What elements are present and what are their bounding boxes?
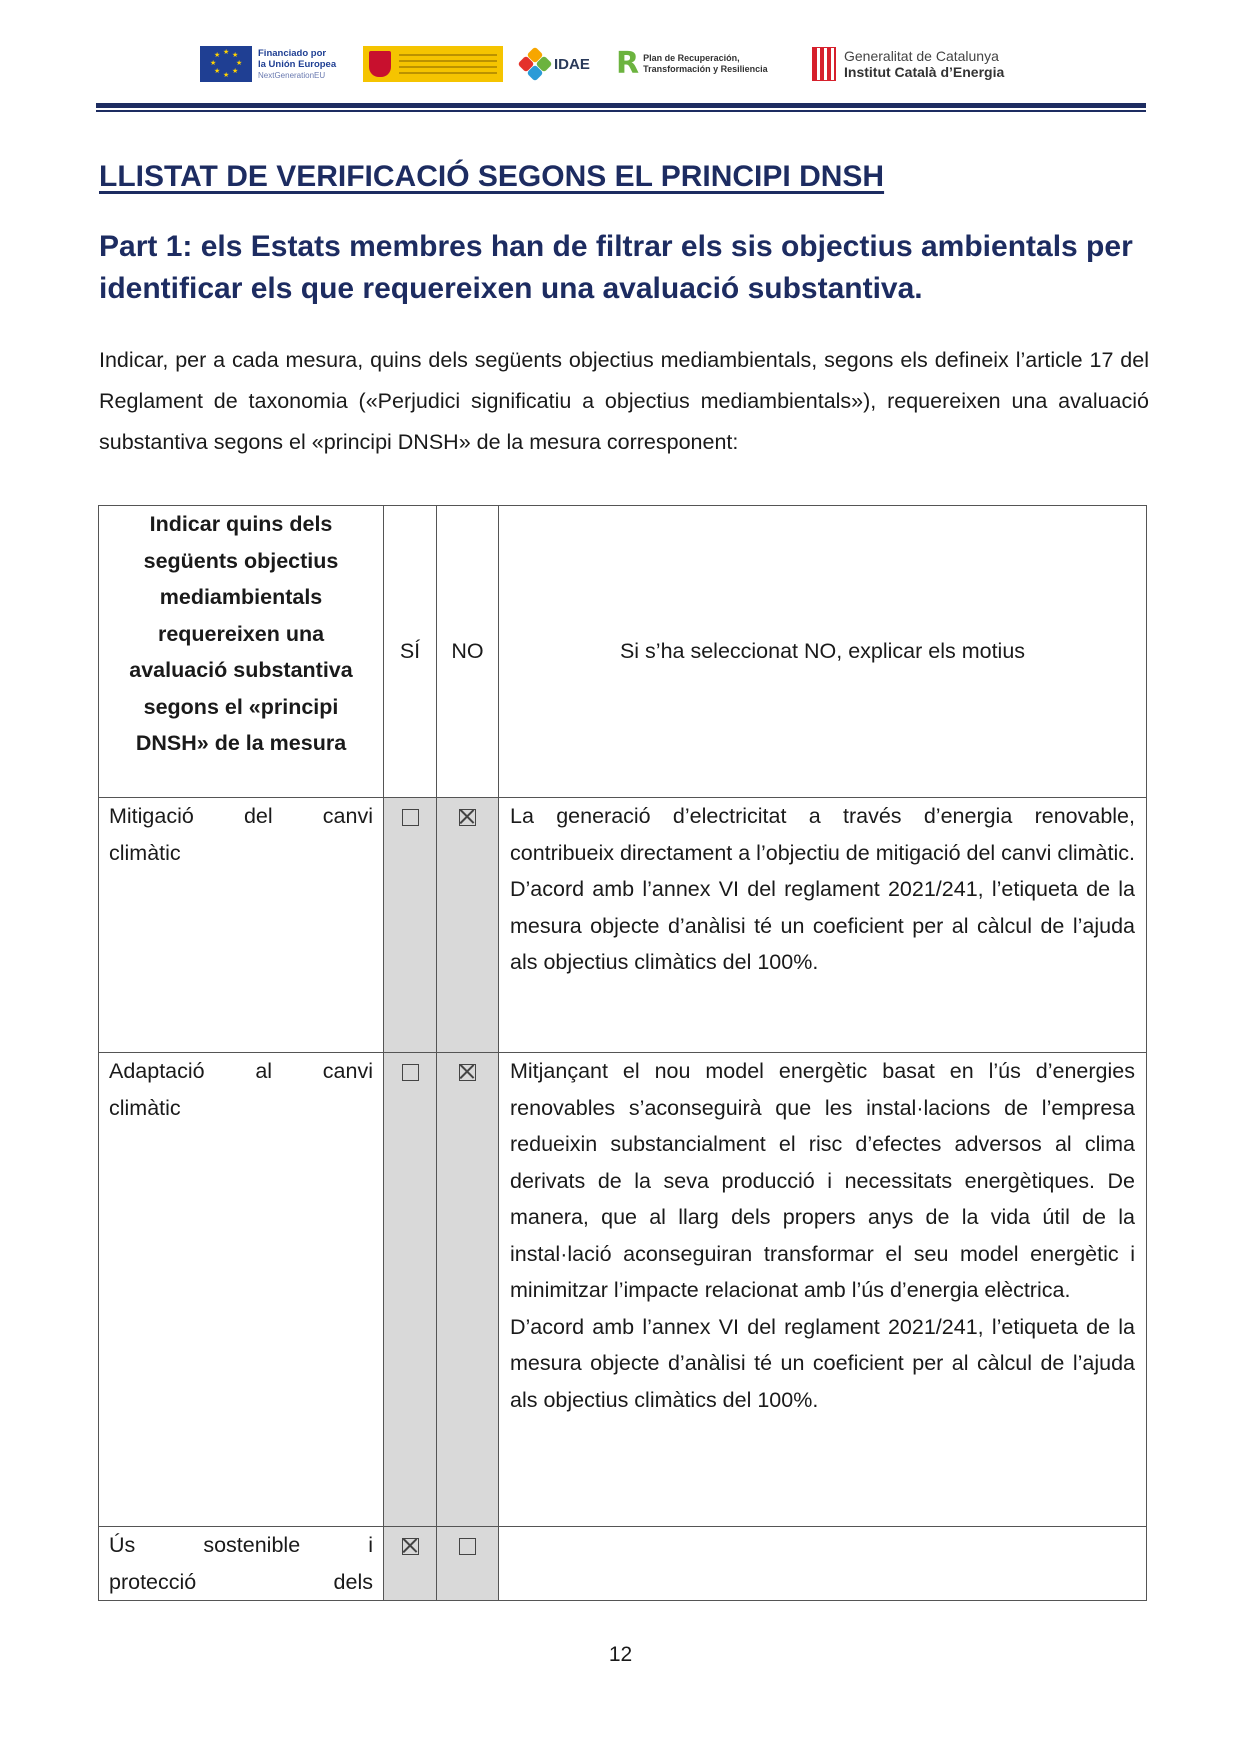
eu-flag-icon: ★ ★ ★ ★ ★ ★ ★ ★ [200,46,252,82]
explanation-cell [499,798,1147,1053]
eu-logo-line-3: NextGenerationEU [258,70,326,80]
document-title: LLISTAT DE VERIFICACIÓ SEGONS EL PRINCIPI DNSH [99,160,885,193]
objective-cell [99,1527,384,1601]
explanation-cell [499,1527,1147,1601]
gobierno-espana-logo [363,44,503,84]
no-cell [437,1053,499,1527]
explanation-paragraph: D’acord amb l’annex VI del reglament 2021/241, l’etiqueta de la mesura objecte d’anàlisi té un coeficient per al càlcul de l’ajuda als objectius climàtics del 100%. [510,877,1135,974]
eu-nextgeneration-logo [200,44,336,84]
si-checkbox[interactable] [402,1064,419,1081]
table-header-row [99,506,1147,798]
no-checkbox[interactable] [459,1064,476,1081]
si-cell [384,1527,437,1601]
prtr-r-icon: R [616,46,640,81]
prtr-logo-line-2: Transformación y Resiliencia [643,64,768,74]
intro-paragraph: Indicar, per a cada mesura, quins dels següents objectius mediambientals, segons els defineix l’article 17 del Reglament de taxonomia («Perjudici significatiu a objectius mediambientals»), requereixen una avaluació substantiva segons el «principi DNSH» de la mesura corresponent: [99,348,1149,454]
generalitat-logo-line-1: Generalitat de Catalunya [844,48,999,64]
eu-logo-line-2: la Unión Europea [258,58,337,70]
objective-line-2: climàtic [109,1095,181,1120]
generalitat-flag-icon [812,47,836,81]
eu-logo-line-1: Financiado por [258,47,327,59]
explanation-paragraph: La generació d’electricitat a través d’energia renovable, contribueix directament a l’objectiu de mitigació del canvi climàtic. [510,804,1135,865]
idae-mark-icon [520,49,550,79]
explanation-paragraph: Mitjançant el nou model energètic basat en l’ús d’energies renovables s’aconseguirà que les instal·lacions de l’empresa redueixin substancialment el risc d’efectes adversos al clima derivats de la seva producció i necessitats energètiques. De manera, que al llarg dels propers anys de la vida útil de la instal·lació aconseguiran transformar el seu model energètic i minimitzar l’impacte relacionat amb l’ús d’energia elèctrica. [510,1059,1135,1302]
spain-coat-of-arms-icon [369,51,391,77]
table-row [99,1053,1147,1527]
generalitat-icaen-logo [812,44,1004,84]
objective-line-1: Ús sostenible i [109,1533,373,1557]
no-checkbox[interactable] [459,1538,476,1555]
idae-logo [520,44,590,84]
objective-line-1: Adaptació al canvi [109,1059,373,1083]
table-row [99,798,1147,1053]
section-subtitle: Part 1: els Estats membres han de filtrar els sis objectius ambientals per identificar els que requereixen una avaluació substantiva. [99,230,1133,305]
prtr-logo-line-1: Plan de Recuperación, [643,53,740,63]
no-cell [437,798,499,1053]
objective-cell [99,798,384,1053]
idae-logo-text: IDAE [554,55,590,73]
objective-line-1: Mitigació del canvi [109,804,373,828]
header-logos [200,44,1040,84]
si-cell [384,1053,437,1527]
objective-cell [99,1053,384,1527]
si-cell [384,798,437,1053]
header-si: SÍ [384,506,437,798]
header-rule-thin [96,110,1146,112]
plan-recuperacion-logo [616,44,768,84]
header-objective: Indicar quins dels següents objectius mediambientals requereixen una avaluació substantiva segons el «principi DNSH» de la mesura [99,506,384,798]
header-explain: Si s’ha seleccionat NO, explicar els motius [499,506,1147,798]
si-checkbox[interactable] [402,1538,419,1555]
explanation-paragraph: D’acord amb l’annex VI del reglament 2021/241, l’etiqueta de la mesura objecte d’anàlisi té un coeficient per al càlcul de l’ajuda als objectius climàtics del 100%. [510,1314,1135,1412]
header-no: NO [437,506,499,798]
table-row [99,1527,1147,1601]
si-checkbox[interactable] [402,809,419,826]
no-checkbox[interactable] [459,809,476,826]
generalitat-logo-line-2: Institut Català d’Energia [844,64,1005,80]
explanation-cell [499,1053,1147,1527]
no-cell [437,1527,499,1601]
objective-line-2: climàtic [109,840,181,865]
dnsh-checklist-table [98,505,1147,1601]
page-number: 12 [608,1643,633,1666]
header-rule-thick [96,103,1146,108]
objective-line-2: protecció dels [109,1569,373,1594]
